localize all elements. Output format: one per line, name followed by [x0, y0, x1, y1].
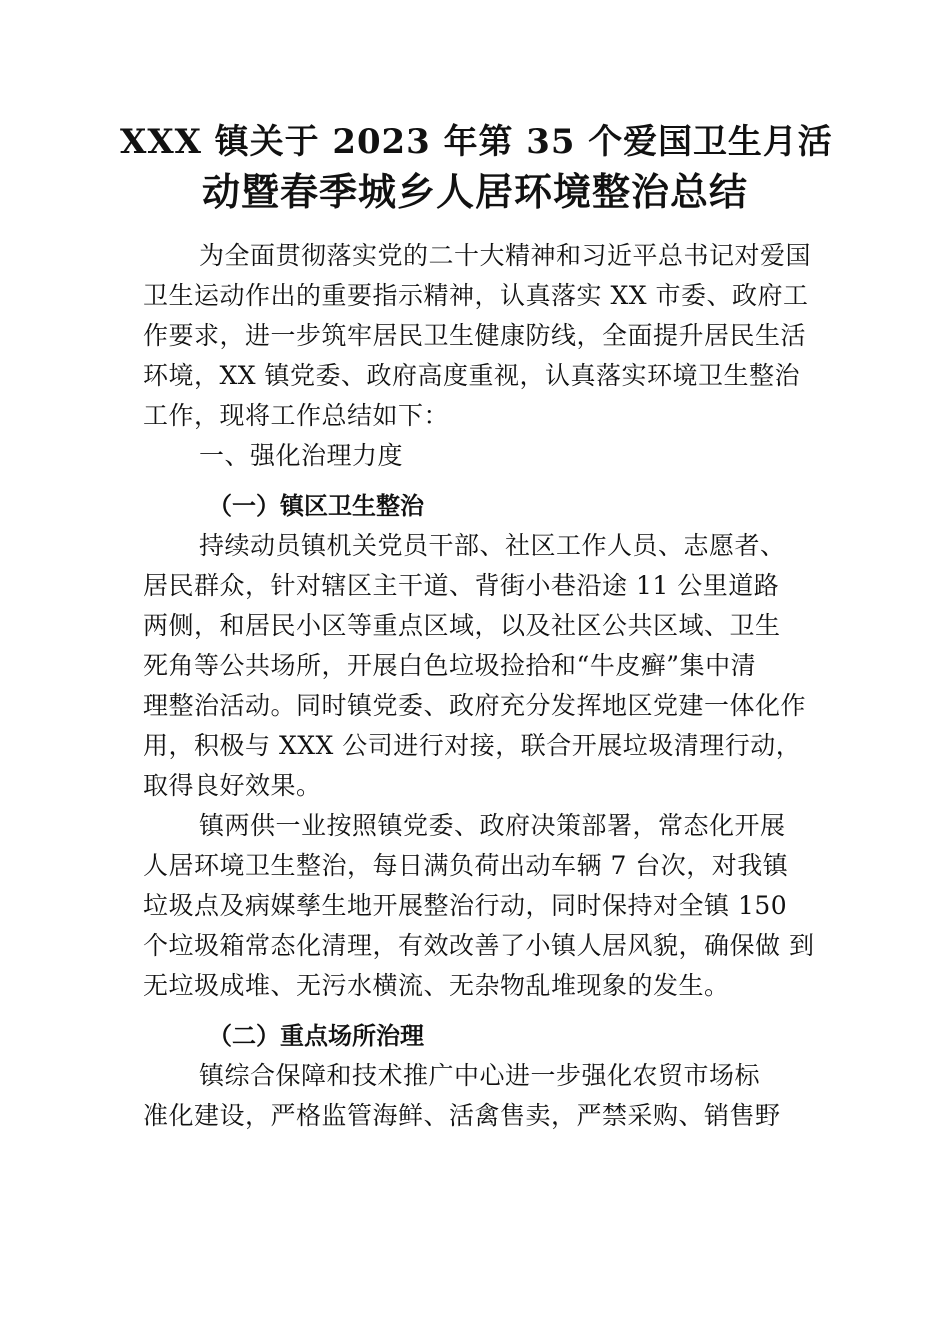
- para1-line-2: 居民群众，针对辖区主干道、背街小巷沿途 11 公里道路: [143, 571, 780, 600]
- intro-line-5: 工作，现将工作总结如下：: [143, 401, 450, 430]
- para1-line-4: 死角等公共场所，开展白色垃圾捡拾和“牛皮癣”集中清: [143, 651, 757, 680]
- para2-line-5: 无垃圾成堆、无污水横流、无杂物乱堆现象的发生。: [143, 971, 730, 1000]
- para3-line-1: 镇综合保障和技术推广中心进一步强化农贸市场标: [199, 1061, 761, 1090]
- document-title-line-2: 动暨春季城乡人居环境整治总结: [201, 169, 748, 214]
- para2-line-2: 人居环境卫生整治，每日满负荷出动车辆 7 台次，对我镇: [143, 851, 789, 880]
- document-title-line-1: XXX 镇关于 2023 年第 35 个爱国卫生月活: [120, 122, 833, 162]
- subsection-heading-2: （二）重点场所治理: [208, 1022, 424, 1050]
- para1-line-6: 用，积极与 XXX 公司进行对接，联合开展垃圾清理行动，: [143, 731, 802, 760]
- para3-line-2: 准化建设，严格监管海鲜、活禽售卖，严禁采购、销售野: [143, 1101, 781, 1130]
- para2-line-4: 个垃圾箱常态化清理，有效改善了小镇人居风貌，确保做 到: [143, 931, 815, 960]
- section-heading-1: 一、强化治理力度: [199, 441, 404, 470]
- para1-line-5: 理整治活动。同时镇党委、政府充分发挥地区党建一体化作: [143, 691, 807, 720]
- intro-line-2: 卫生运动作出的重要指示精神，认真落实 XX 市委、政府工: [143, 281, 809, 310]
- para2-line-3: 垃圾点及病媒孳生地开展整治行动，同时保持对全镇 150: [143, 891, 788, 920]
- para1-line-1: 持续动员镇机关党员干部、社区工作人员、志愿者、: [199, 531, 786, 560]
- intro-line-1: 为全面贯彻落实党的二十大精神和习近平总书记对爱国: [199, 241, 812, 270]
- subsection-heading-1: （一）镇区卫生整治: [208, 492, 424, 520]
- para1-line-7: 取得良好效果。: [143, 771, 322, 800]
- intro-line-3: 作要求，进一步筑牢居民卫生健康防线，全面提升居民生活: [143, 321, 807, 350]
- para1-line-3: 两侧，和居民小区等重点区域，以及社区公共区域、卫生: [143, 611, 781, 640]
- intro-line-4: 环境，XX 镇党委、政府高度重视，认真落实环境卫生整治: [143, 361, 801, 390]
- para2-line-1: 镇两供一业按照镇党委、政府决策部署，常态化开展: [199, 811, 786, 840]
